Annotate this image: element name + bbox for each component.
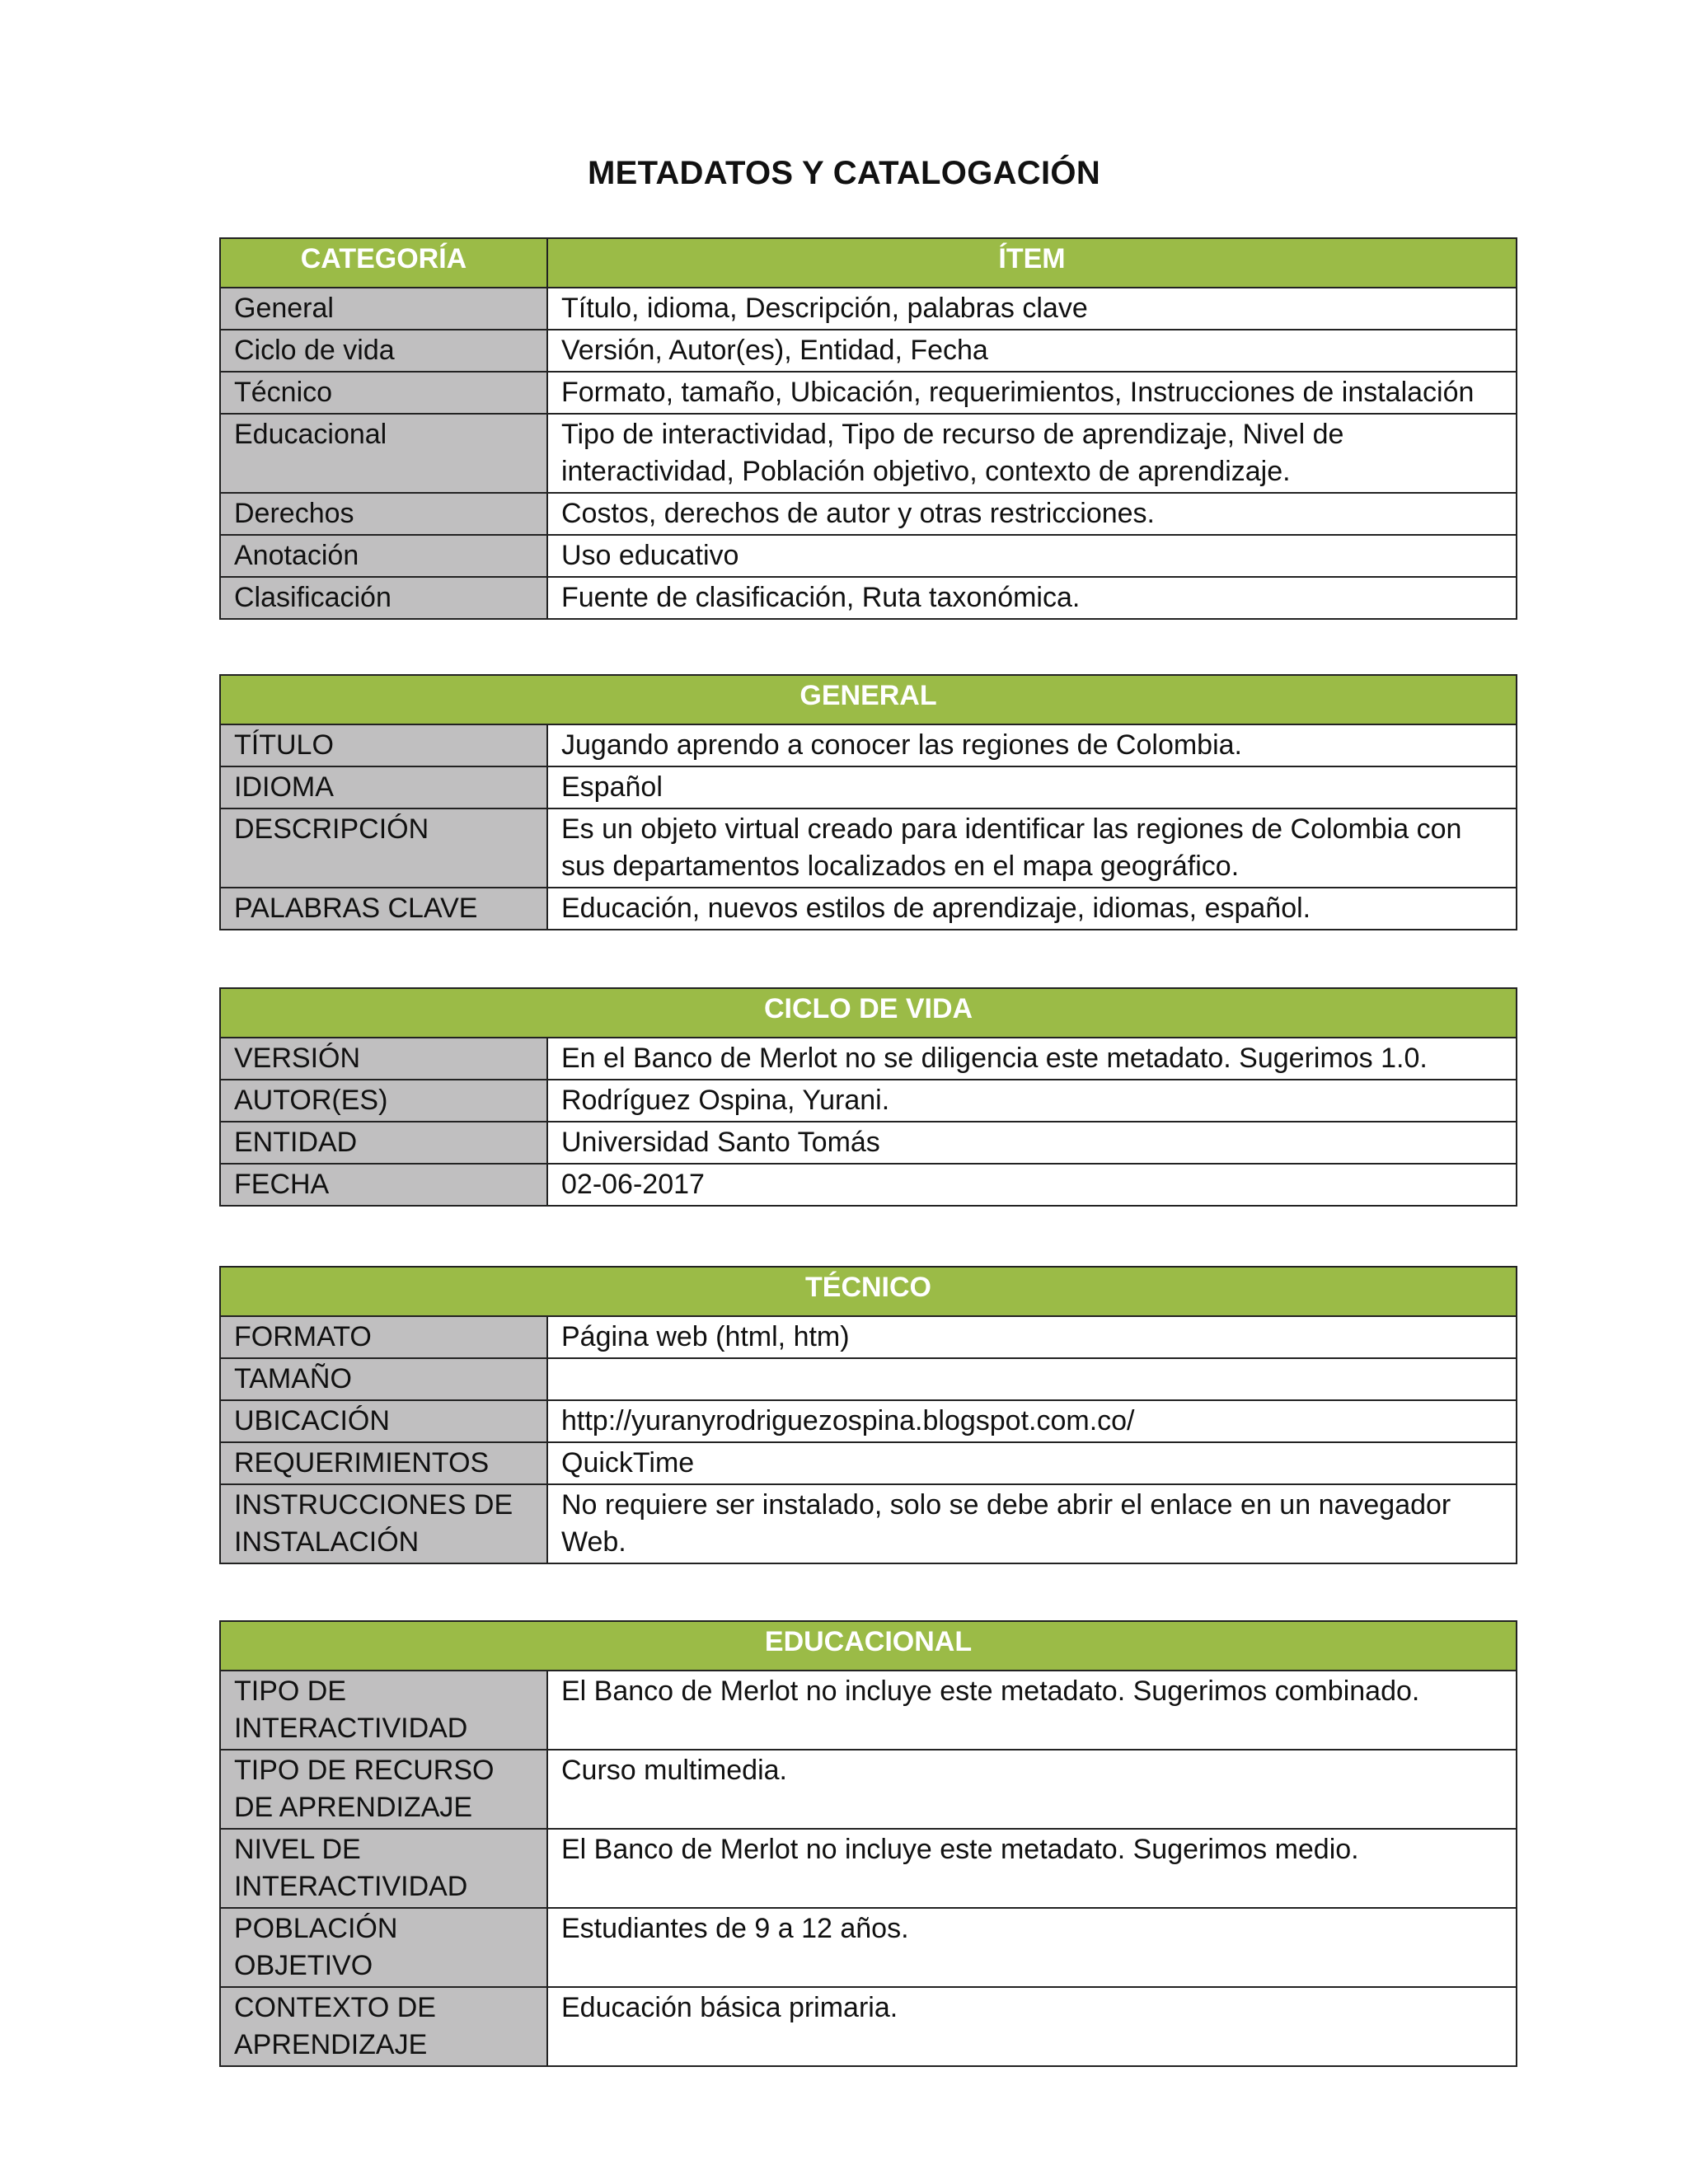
category-label: Educacional xyxy=(220,414,547,493)
table-row xyxy=(220,493,1517,535)
categories-header-item: ÍTEM xyxy=(547,238,1517,288)
table-row xyxy=(220,1038,1517,1080)
table-row xyxy=(220,1164,1517,1206)
field-value: Es un objeto virtual creado para identificar las regiones de Colombia con sus departamentos localizados en el mapa geográfico. xyxy=(547,808,1517,888)
field-label: NIVEL DE INTERACTIVIDAD xyxy=(220,1829,547,1908)
category-label: General xyxy=(220,288,547,330)
table-row xyxy=(220,1442,1517,1484)
field-value: Estudiantes de 9 a 12 años. xyxy=(547,1908,1517,1987)
field-label: VERSIÓN xyxy=(220,1038,547,1080)
table-row xyxy=(220,372,1517,414)
field-label: TIPO DE RECURSO DE APRENDIZAJE xyxy=(220,1750,547,1829)
field-label: PALABRAS CLAVE xyxy=(220,888,547,930)
table-row xyxy=(220,1829,1517,1908)
field-value: Universidad Santo Tomás xyxy=(547,1122,1517,1164)
field-label: TÍTULO xyxy=(220,724,547,766)
table-row xyxy=(220,1080,1517,1122)
field-value: Español xyxy=(547,766,1517,808)
lifecycle-heading: CICLO DE VIDA xyxy=(220,988,1517,1038)
table-row xyxy=(220,1484,1517,1563)
category-items: Título, idioma, Descripción, palabras clave xyxy=(547,288,1517,330)
table-row xyxy=(220,1316,1517,1358)
field-value-url: http://yuranyrodriguezospina.blogspot.com.co/ xyxy=(547,1400,1517,1442)
field-label: INSTRUCCIONES DE INSTALACIÓN xyxy=(220,1484,547,1563)
educational-table xyxy=(219,1620,1517,2067)
table-row xyxy=(220,808,1517,888)
table-row xyxy=(220,330,1517,372)
table-row xyxy=(220,1750,1517,1829)
table-row xyxy=(220,1671,1517,1750)
table-row xyxy=(220,1400,1517,1442)
table-row xyxy=(220,1358,1517,1400)
field-value: Educación, nuevos estilos de aprendizaje, idiomas, español. xyxy=(547,888,1517,930)
field-value-title: Jugando aprendo a conocer las regiones de Colombia. xyxy=(547,724,1517,766)
table-row xyxy=(220,888,1517,930)
category-items: Tipo de interactividad, Tipo de recurso de aprendizaje, Nivel de interactividad, Población objetivo, contexto de aprendizaje. xyxy=(547,414,1517,493)
field-label: FECHA xyxy=(220,1164,547,1206)
table-row xyxy=(220,288,1517,330)
table-row xyxy=(220,724,1517,766)
categories-table xyxy=(219,237,1517,620)
lifecycle-header-row xyxy=(220,988,1517,1038)
field-value: Curso multimedia. xyxy=(547,1750,1517,1829)
category-items: Fuente de clasificación, Ruta taxonómica. xyxy=(547,577,1517,619)
category-label: Anotación xyxy=(220,535,547,577)
field-label: UBICACIÓN xyxy=(220,1400,547,1442)
table-row xyxy=(220,766,1517,808)
field-value xyxy=(547,1358,1517,1400)
field-value: No requiere ser instalado, solo se debe abrir el enlace en un navegador Web. xyxy=(547,1484,1517,1563)
general-header-row xyxy=(220,675,1517,724)
lifecycle-table xyxy=(219,987,1517,1207)
technical-table xyxy=(219,1266,1517,1564)
educational-heading: EDUCACIONAL xyxy=(220,1621,1517,1671)
field-label: ENTIDAD xyxy=(220,1122,547,1164)
category-label: Ciclo de vida xyxy=(220,330,547,372)
field-label: REQUERIMIENTOS xyxy=(220,1442,547,1484)
field-label: FORMATO xyxy=(220,1316,547,1358)
table-row xyxy=(220,535,1517,577)
table-row xyxy=(220,577,1517,619)
field-label: CONTEXTO DE APRENDIZAJE xyxy=(220,1987,547,2066)
field-value: Página web (html, htm) xyxy=(547,1316,1517,1358)
field-value: QuickTime xyxy=(547,1442,1517,1484)
technical-header-row xyxy=(220,1267,1517,1316)
categories-header-row xyxy=(220,238,1517,288)
field-label: DESCRIPCIÓN xyxy=(220,808,547,888)
field-value: 02-06-2017 xyxy=(547,1164,1517,1206)
table-row xyxy=(220,414,1517,493)
field-label: TAMAÑO xyxy=(220,1358,547,1400)
technical-heading: TÉCNICO xyxy=(220,1267,1517,1316)
table-row xyxy=(220,1122,1517,1164)
category-label: Técnico xyxy=(220,372,547,414)
field-label: IDIOMA xyxy=(220,766,547,808)
field-label: AUTOR(ES) xyxy=(220,1080,547,1122)
general-heading: GENERAL xyxy=(220,675,1517,724)
table-row xyxy=(220,1908,1517,1987)
field-value: El Banco de Merlot no incluye este metadato. Sugerimos medio. xyxy=(547,1829,1517,1908)
field-value: En el Banco de Merlot no se diligencia este metadato. Sugerimos 1.0. xyxy=(547,1038,1517,1080)
field-label: TIPO DE INTERACTIVIDAD xyxy=(220,1671,547,1750)
field-label: POBLACIÓN OBJETIVO xyxy=(220,1908,547,1987)
table-row xyxy=(220,1987,1517,2066)
field-value: El Banco de Merlot no incluye este metadato. Sugerimos combinado. xyxy=(547,1671,1517,1750)
field-value: Rodríguez Ospina, Yurani. xyxy=(547,1080,1517,1122)
category-items: Versión, Autor(es), Entidad, Fecha xyxy=(547,330,1517,372)
educational-header-row xyxy=(220,1621,1517,1671)
category-label: Clasificación xyxy=(220,577,547,619)
field-value: Educación básica primaria. xyxy=(547,1987,1517,2066)
category-items: Formato, tamaño, Ubicación, requerimientos, Instrucciones de instalación xyxy=(547,372,1517,414)
category-items: Costos, derechos de autor y otras restricciones. xyxy=(547,493,1517,535)
general-table xyxy=(219,674,1517,930)
document-title: METADATOS Y CATALOGACIÓN xyxy=(587,155,1101,191)
categories-header-category: CATEGORÍA xyxy=(220,238,547,288)
category-items: Uso educativo xyxy=(547,535,1517,577)
category-label: Derechos xyxy=(220,493,547,535)
